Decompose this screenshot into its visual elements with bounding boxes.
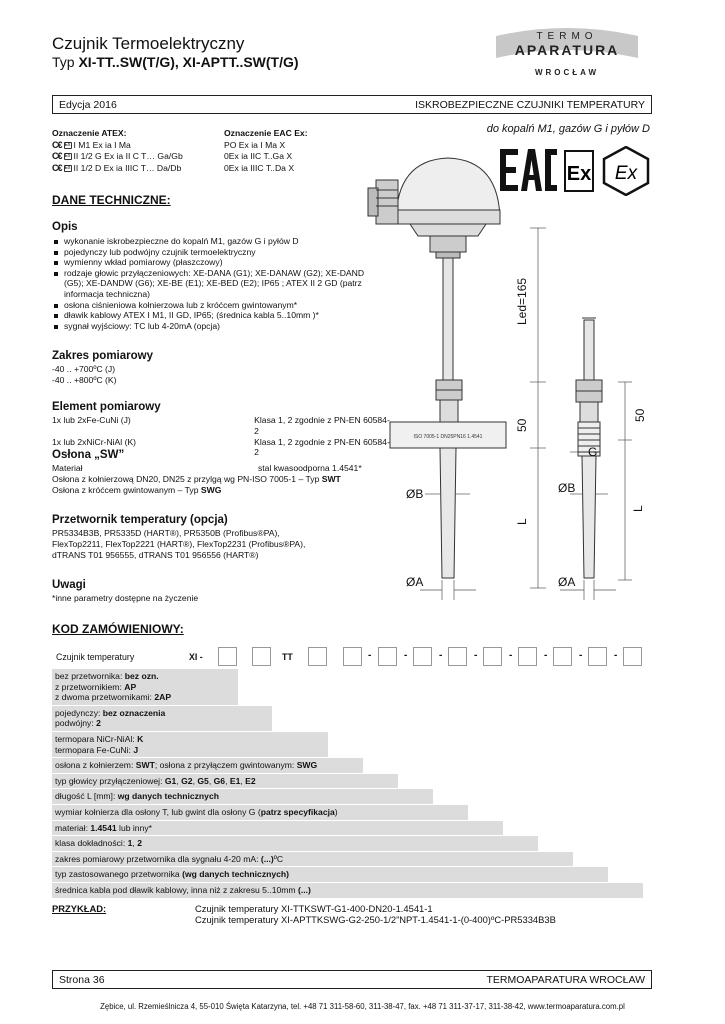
- footer-bar: [52, 970, 652, 989]
- range-heading: Zakres pomiarowy: [52, 350, 153, 362]
- sheath-line: Osłona z kołnierzową DN20, DN25 z przylgą wg PN-ISO 7005-1 – Typ SWT: [52, 473, 341, 484]
- range-line: -40 .. +800ºC (K): [52, 374, 117, 385]
- ex-small-icon: Ex: [64, 164, 71, 171]
- atex-marking: [52, 128, 183, 174]
- company-address: Zębice, ul. Rzemieślnicza 4, 55-010 Święta Katarzyna, tel. +48 71 311-58-60, 311-38-47, fax. +48 71 311-37-17, 311-38-42, www.termoaparatura.com.pl: [100, 1002, 625, 1011]
- range-line: -40 .. +700ºC (J): [52, 364, 116, 374]
- atex-heading: Oznaczenie ATEX:: [52, 128, 127, 138]
- code-box-8[interactable]: [483, 647, 502, 666]
- svg-text:Ex: Ex: [614, 163, 638, 184]
- eac-marking: [224, 128, 308, 174]
- code-box-10[interactable]: [553, 647, 572, 666]
- notes-heading: Uwagi: [52, 579, 86, 591]
- code-box-4[interactable]: [343, 647, 362, 666]
- order-code-xi: XI -: [189, 652, 203, 662]
- dim-OB-right: ØB: [558, 481, 576, 495]
- dim-OA-left: ØA: [406, 575, 424, 589]
- atex-line: C€ Ex II 1/2 G Ex ia II C T… Ga/Gb: [52, 151, 183, 161]
- technical-data-heading: DANE TECHNICZNE:: [52, 193, 171, 207]
- eac-line: PO Ex ia I Ma X: [224, 139, 286, 150]
- company-logo: [488, 26, 646, 80]
- page-title: Czujnik Termoelektryczny: [52, 34, 245, 53]
- list-item: wymienny wkład pomiarowy (płaszczowy): [52, 257, 382, 268]
- sheath-heading: Osłona „SW”: [52, 449, 125, 461]
- dim-L-right: L: [631, 505, 645, 512]
- order-code-row: średnica kabla pod dławik kablowy, inna niż z zakresu 5..10mm (...): [52, 883, 643, 898]
- element-row: 1x lub 2xFe-CuNi (J) Klasa 1, 2 zgodnie z PN-EN 60584-2: [52, 415, 390, 436]
- atex-line: C€ Ex II 1/2 D Ex ia IIIC T… Da/Db: [52, 162, 182, 173]
- eac-heading: Oznaczenie EAC Ex:: [224, 128, 308, 138]
- order-code-row: długość L [mm]: wg danych technicznych: [52, 789, 433, 804]
- dim-led: Led=165: [515, 277, 529, 325]
- logo-top-text: TERMO: [536, 31, 598, 42]
- order-code-tt: TT: [282, 652, 293, 662]
- atex-line: C€ Ex I M1 Ex ia I Ma: [52, 139, 131, 150]
- ce-icon: C€: [52, 162, 62, 173]
- order-code-label: Czujnik temperatury: [56, 652, 135, 662]
- example-label: PRZYKŁAD:: [52, 903, 107, 914]
- ce-icon: C€: [52, 151, 62, 161]
- transmitter-heading: Przetwornik temperatury (opcja): [52, 514, 228, 526]
- example-lines: Czujnik temperatury XI-TTKSWT-G1-400-DN20-1.4541-1 Czujnik temperatury XI-APTTKSWG-G2-250-1/2”NPT-1.4541-1-(0-400)ºC-PR5334B3B: [195, 903, 556, 925]
- code-box-1[interactable]: [218, 647, 237, 666]
- technical-drawing: [360, 150, 660, 615]
- dim-L-left: L: [515, 518, 529, 525]
- code-box-5[interactable]: [378, 647, 397, 666]
- order-code-row: materiał: 1.4541 lub inny*: [52, 821, 503, 836]
- edition-bar: [52, 95, 652, 114]
- sheath-line: Osłona z króćcem gwintowanym – Typ SWG: [52, 484, 222, 495]
- description-section: [52, 221, 382, 331]
- notes-section: [52, 579, 198, 604]
- connection-head: [368, 158, 500, 258]
- list-item: osłona ciśnieniowa kołnierzowa lub z króćcem gwintowanym*: [52, 300, 382, 311]
- code-box-9[interactable]: [518, 647, 537, 666]
- sheath-section: Osłona „SW” Materiał stal kwasoodporna 1.4541* Osłona z kołnierzową DN20, DN25 z przylgą wg PN-ISO 7005-1 – Typ SWT Osłona z króćcem gwintowanym – Typ SWG: [52, 449, 392, 495]
- code-box-6[interactable]: [413, 647, 432, 666]
- order-code-header: Czujnik temperatury XI - TT - - - - - - - -: [52, 647, 652, 667]
- transmitter-section: Przetwornik temperatury (opcja) PR5334B3B, PR5335D (HART®), PR5350B (Profibus®PA), FlexTop2211, FlexTop2221 (HART®), FlexTop2231 (Profibus®PA), dTRANS T01 956555, dTRANS T01 956556 (HART®): [52, 514, 392, 560]
- code-box-7[interactable]: [448, 647, 467, 666]
- dim-50-left: 50: [515, 418, 529, 432]
- order-code-row: typ głowicy przyłączeniowej: G1, G2, G5, G6, E1, E2: [52, 774, 398, 789]
- order-code-row: klasa dokładności: 1, 2: [52, 836, 538, 851]
- order-code-row: zakres pomiarowy przetwornika dla sygnału 4-20 mA: (...)ºC: [52, 852, 573, 867]
- element-row: 1x lub 2xNiCr-NiAl (K) Klasa 1, 2 zgodnie z PN-EN 60584-2: [52, 436, 390, 458]
- edition-label: Edycja 2016: [59, 98, 117, 111]
- dim-OB-left: ØB: [406, 487, 424, 501]
- element-heading: Element pomiarowy: [52, 401, 161, 413]
- edition-category: ISKROBEZPIECZNE CZUJNIKI TEMPERATURY: [415, 98, 645, 111]
- order-code-row: pojedynczy: bez oznaczenia podwójny: 2: [52, 706, 272, 731]
- ex-small-icon: Ex: [64, 141, 71, 148]
- description-heading: Opis: [52, 221, 78, 233]
- list-item: wykonanie iskrobezpieczne do kopalń M1, gazów G i pyłów D: [52, 236, 382, 247]
- dim-OA-right: ØA: [558, 575, 576, 589]
- dim-50-right: 50: [633, 408, 647, 422]
- list-item: dławik kablowy ATEX I M1, II GD, IP65; (średnica kabla 5..10mm )*: [52, 310, 382, 321]
- order-code-row: osłona z kołnierzem: SWT; osłona z przyłączem gwintowanym: SWG: [52, 758, 363, 773]
- ex-small-icon: Ex: [64, 153, 71, 160]
- order-code-rows: [52, 669, 652, 899]
- logo-city-text: WROCŁAW: [534, 68, 600, 77]
- list-item: sygnał wyjściowy: TC lub 4-20mA (opcja): [52, 321, 382, 332]
- description-list: [52, 236, 382, 331]
- list-item: rodzaje głowic przyłączeniowych: XE-DANA (G1); XE-DANAW (G2); XE-DAND (G5); XE-DANDW (G6); XE-BE (E1); XE-BED (E2); IP65 ; ATEX II 2 GD (patrz informacja techniczna): [52, 268, 370, 300]
- ce-icon: C€: [52, 139, 62, 150]
- code-box-2[interactable]: [252, 647, 271, 666]
- code-box-3[interactable]: [308, 647, 327, 666]
- page-number: Strona 36: [59, 973, 105, 986]
- eac-line: 0Ex ia IIC T..Ga X: [224, 151, 293, 161]
- list-item: pojedynczy lub podwójny czujnik termoelektryczny: [52, 247, 382, 258]
- code-box-12[interactable]: [623, 647, 642, 666]
- notes-text: *inne parametry dostępne na życzenie: [52, 593, 199, 603]
- footer-company: TERMOAPARATURA WROCŁAW: [486, 973, 645, 986]
- logo-main-text: APARATURA: [514, 42, 620, 58]
- order-code-row: typ zastosowanego przetwornika (wg danych technicznych): [52, 867, 608, 882]
- range-section: [52, 350, 153, 386]
- order-code-row: termopara NiCr-NiAl: K termopara Fe-CuNi: J: [52, 732, 328, 757]
- svg-text:Ex: Ex: [566, 163, 592, 185]
- application-tagline: do kopalń M1, gazów G i pyłów D: [486, 123, 650, 135]
- order-code-heading: KOD ZAMÓWIENIOWY:: [52, 622, 184, 636]
- order-code-row: wymiar kołnierza dla osłony T, lub gwint dla osłony G (patrz specyfikacja): [52, 805, 468, 820]
- order-code-row: bez przetwornika: bez ozn. z przetwornikiem: AP z dwoma przetwornikami: 2AP: [52, 669, 238, 705]
- eac-line: 0Ex ia IIIC T..Da X: [224, 162, 295, 173]
- code-box-11[interactable]: [588, 647, 607, 666]
- dim-G: G: [588, 445, 598, 459]
- page-subtitle: Typ XI-TT..SW(T/G), XI-APTT..SW(T/G): [52, 54, 299, 70]
- flange-marking: ISO 7005-1 DN25PN16 1.4541: [413, 434, 483, 440]
